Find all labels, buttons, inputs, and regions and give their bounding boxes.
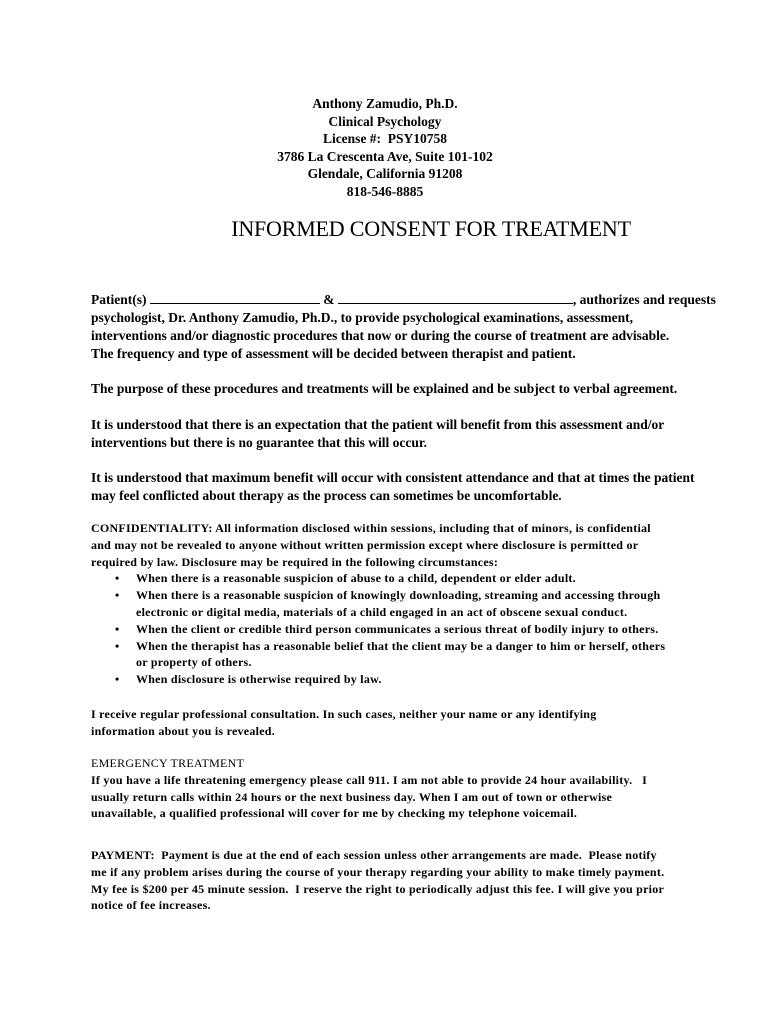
document-title: INFORMED CONSENT FOR TREATMENT xyxy=(231,216,631,241)
emergency-heading: EMERGENCY TREATMENT xyxy=(91,756,245,770)
emergency-line-1: If you have a life threatening emergency please call 911. I am not able to provide 24 hour availability. I xyxy=(91,772,647,787)
license-number: License #: PSY10758 xyxy=(322,131,448,147)
attendance-paragraph xyxy=(91,469,770,505)
patient-name-field-1[interactable] xyxy=(150,291,320,304)
list-item: • When the therapist has a reasonable belief that the client may be a danger to him or herself, others or property of others. xyxy=(115,638,666,670)
list-item: • When the client or credible third person communicates a serious threat of bodily injury to others. xyxy=(115,621,659,636)
list-item: • When disclosure is otherwise required by law. xyxy=(115,672,382,687)
list-item: • When there is a reasonable suspicion of abuse to a child, dependent or elder adult. xyxy=(115,571,576,586)
authorizes-text: , authorizes and requests xyxy=(572,292,716,307)
confidentiality-section xyxy=(91,520,770,688)
letterhead xyxy=(0,95,770,201)
psychologist-name: Anthony Zamudio, Ph.D. xyxy=(312,96,458,111)
expectation-paragraph xyxy=(91,416,770,452)
street-address: 3786 La Crescenta Ave, Suite 101-102 xyxy=(277,148,493,164)
bullet-icon: • xyxy=(115,638,120,653)
bullet-icon: • xyxy=(115,621,120,636)
emergency-line-2: usually return calls within 24 hours or the next business day. When I am out of town or otherwise xyxy=(91,789,613,804)
phone-number: 818-546-8885 xyxy=(346,183,424,199)
expectation-line-1: It is understood that there is an expectation that the patient will benefit from this assessment and/or xyxy=(91,417,665,432)
consultation-line-2: information about you is revealed. xyxy=(91,723,275,738)
ampersand: & xyxy=(323,292,335,307)
confidentiality-line-1: CONFIDENTIALITY: All information disclosed within sessions, including that of minors, is confidential xyxy=(91,521,651,535)
bullet-icon: • xyxy=(115,672,120,687)
expectation-line-2: interventions but there is no guarantee that this will occur. xyxy=(91,435,427,450)
emergency-section xyxy=(91,755,770,822)
intro-line-4: The frequency and type of assessment will be decided between therapist and patient. xyxy=(91,346,576,361)
payment-section xyxy=(91,847,770,914)
specialty: Clinical Psychology xyxy=(328,113,442,129)
patient-label: Patient(s) xyxy=(91,292,147,307)
intro-line-2: psychologist, Dr. Anthony Zamudio, Ph.D., to provide psychological examinations, assessment, xyxy=(91,310,633,325)
purpose-paragraph xyxy=(91,380,770,398)
disclosure-circumstances-list xyxy=(91,570,770,688)
confidentiality-line-3: required by law. Disclosure may be required in the following circumstances: xyxy=(91,554,499,569)
patient-name-field-2[interactable] xyxy=(338,291,573,304)
payment-line-2: me if any problem arises during the course of your therapy regarding your ability to make timely payment. xyxy=(91,864,665,879)
payment-line-3: My fee is $200 per 45 minute session. I reserve the right to periodically adjust this fee. I will give you prior xyxy=(91,881,665,896)
list-item: • When there is a reasonable suspicion of knowingly downloading, streaming and accessing through electronic or digital media, materials of a child engaged in an act of obscene sexual conduct. xyxy=(115,588,661,619)
bullet-icon: • xyxy=(115,571,120,586)
confidentiality-line-2: and may not be revealed to anyone without written permission except where disclosure is permitted or xyxy=(91,537,639,552)
attendance-line-1: It is understood that maximum benefit will occur with consistent attendance and that at times the patient xyxy=(91,470,695,485)
purpose-line: The purpose of these procedures and treatments will be explained and be subject to verbal agreement. xyxy=(91,381,678,396)
intro-paragraph xyxy=(91,291,770,363)
bullet-icon: • xyxy=(115,588,120,603)
intro-line-3: interventions and/or diagnostic procedures that now or during the course of treatment are advisable. xyxy=(91,328,670,343)
city-address: Glendale, California 91208 xyxy=(307,166,463,182)
consultation-paragraph xyxy=(91,706,770,740)
attendance-line-2: may feel conflicted about therapy as the process can sometimes be uncomfortable. xyxy=(91,488,562,503)
payment-line-1: PAYMENT: Payment is due at the end of each session unless other arrangements are made. Please notify xyxy=(91,848,657,862)
payment-line-4: notice of fee increases. xyxy=(91,898,211,913)
consultation-line-1: I receive regular professional consultation. In such cases, neither your name or any identifying xyxy=(91,707,597,721)
emergency-line-3: unavailable, a qualified professional will cover for me by checking my telephone voicemail. xyxy=(91,806,578,821)
